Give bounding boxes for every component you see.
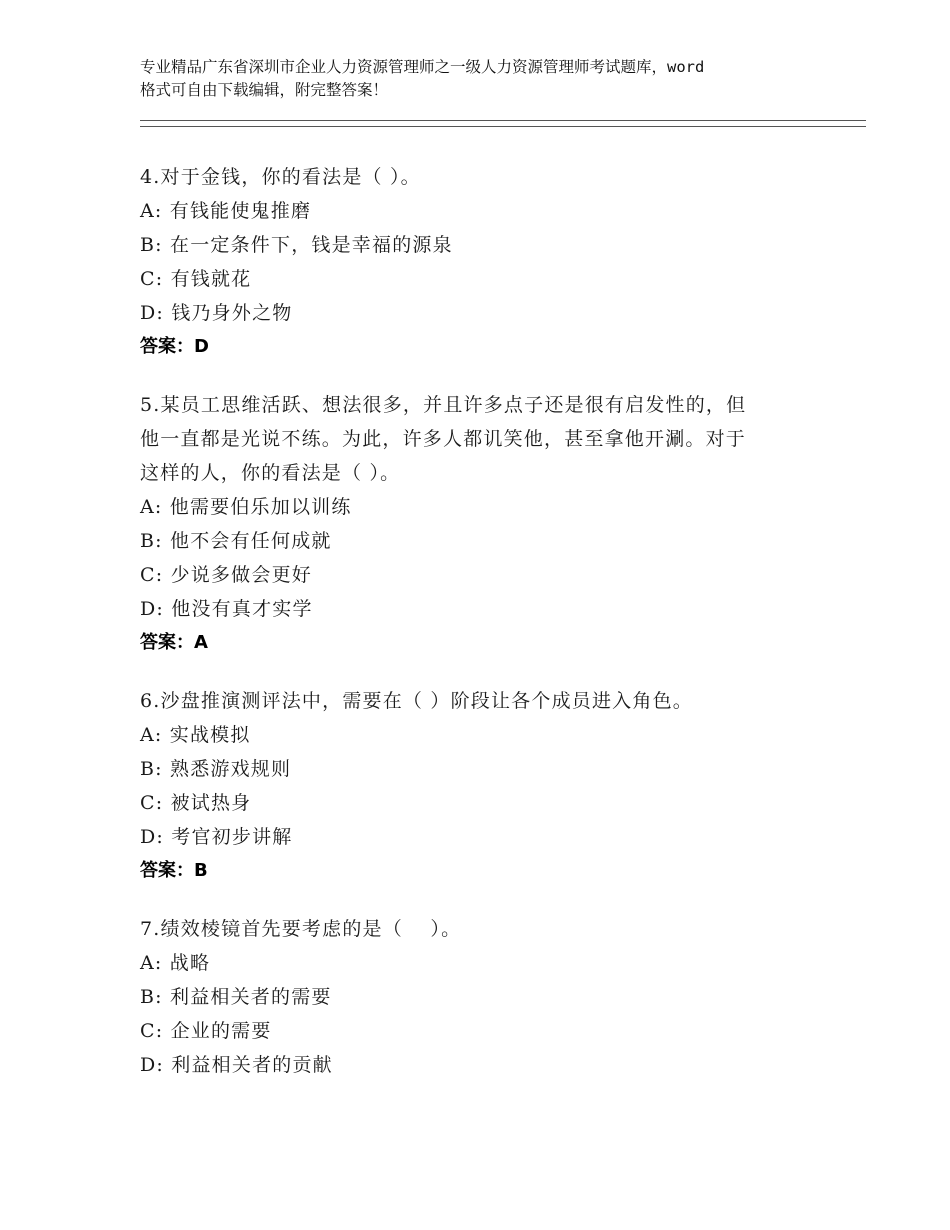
option-a: A: 他需要伯乐加以训练	[140, 496, 352, 518]
question-stem: 4.对于金钱，你的看法是（ ）。	[140, 166, 421, 188]
question-item	[140, 160, 840, 364]
question-stem-line-2: 他一直都是光说不练。为此，许多人都讥笑他，甚至拿他开涮。对于	[140, 428, 747, 450]
header-double-rule	[140, 120, 866, 127]
question-stem: 6.沙盘推演测评法中，需要在（ ）阶段让各个成员进入角色。	[140, 690, 693, 712]
answer-label: 答案：A	[140, 632, 208, 653]
question-stem-line-1: 5.某员工思维活跃、想法很多，并且许多点子还是很有启发性的，但	[140, 394, 747, 416]
option-d: D: 他没有真才实学	[140, 598, 313, 620]
question-item	[140, 912, 840, 1082]
option-a: A: 战略	[140, 952, 211, 974]
option-b: B: 熟悉游戏规则	[140, 758, 292, 780]
option-d: D: 考官初步讲解	[140, 826, 293, 848]
answer-label: 答案：B	[140, 860, 208, 881]
header-line-2: 格式可自由下载编辑，附完整答案！	[140, 81, 389, 99]
option-c: C: 少说多做会更好	[140, 564, 312, 586]
option-a: A: 有钱能使鬼推磨	[140, 200, 312, 222]
header-line-1: 专业精品广东省深圳市企业人力资源管理师之一级人力资源管理师考试题库，word	[140, 58, 705, 76]
option-c: C: 被试热身	[140, 792, 252, 814]
option-b: B: 他不会有任何成就	[140, 530, 332, 552]
option-d: D: 利益相关者的贡献	[140, 1054, 333, 1076]
document-header	[140, 56, 830, 102]
question-item	[140, 388, 840, 660]
option-c: C: 有钱就花	[140, 268, 252, 290]
option-b: B: 利益相关者的需要	[140, 986, 332, 1008]
question-item	[140, 684, 840, 888]
option-d: D: 钱乃身外之物	[140, 302, 293, 324]
question-list	[140, 160, 840, 1106]
question-stem-line-3: 这样的人，你的看法是（ ）。	[140, 462, 401, 484]
answer-label: 答案：D	[140, 336, 209, 357]
option-c: C: 企业的需要	[140, 1020, 272, 1042]
option-a: A: 实战模拟	[140, 724, 251, 746]
option-b: B: 在一定条件下，钱是幸福的源泉	[140, 234, 453, 256]
question-stem: 7.绩效棱镜首先要考虑的是（ ）。	[140, 918, 462, 940]
